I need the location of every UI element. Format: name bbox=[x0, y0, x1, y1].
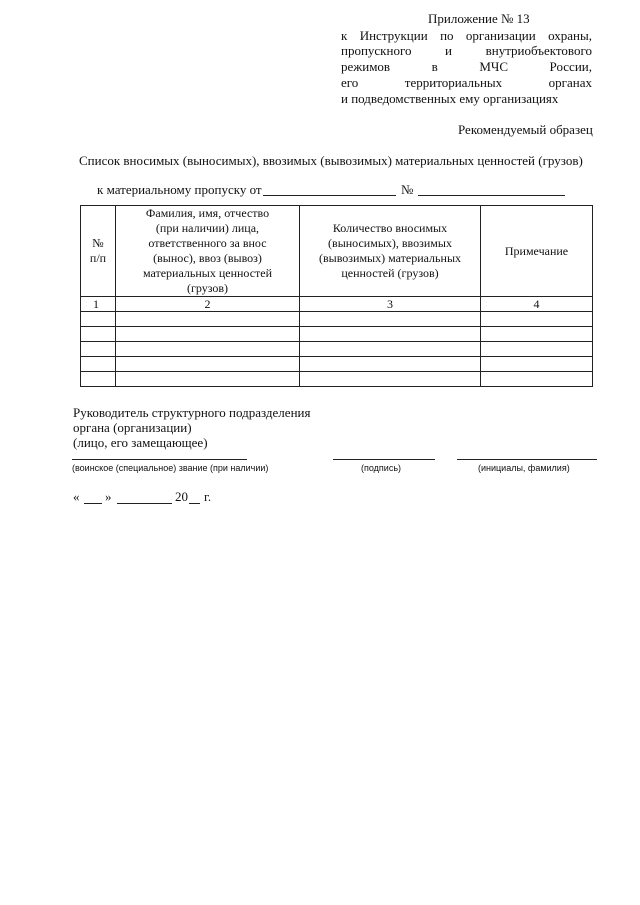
header-line-2 bbox=[341, 43, 592, 58]
header-text: (при наличии) лица, bbox=[155, 221, 260, 235]
pass-number-blank bbox=[418, 195, 565, 196]
table-cell[interactable] bbox=[116, 342, 300, 357]
table-row bbox=[81, 372, 593, 387]
header-text: Фамилия, имя, отчество bbox=[145, 206, 270, 220]
column-number: 3 bbox=[300, 297, 481, 312]
header-word: органах bbox=[548, 75, 592, 90]
name-caption: (инициалы, фамилия) bbox=[478, 463, 570, 473]
header-text: ответственного за внос bbox=[148, 236, 267, 250]
pass-prefix: к материальному пропуску от bbox=[97, 182, 262, 197]
table-cell[interactable] bbox=[116, 327, 300, 342]
table-cell[interactable] bbox=[300, 357, 481, 372]
table-cell[interactable] bbox=[81, 312, 116, 327]
table-row bbox=[81, 327, 593, 342]
rank-caption: (воинское (специальное) звание (при наличии) bbox=[72, 463, 269, 473]
pass-number-sign: № bbox=[401, 182, 414, 197]
header-text: (вынос), ввоз (вывоз) bbox=[153, 251, 262, 265]
header-text: Количество вносимых bbox=[332, 221, 448, 235]
table-cell[interactable] bbox=[481, 372, 593, 387]
column-number: 4 bbox=[481, 297, 593, 312]
table-row bbox=[81, 357, 593, 372]
date-close-quote: » bbox=[105, 489, 112, 504]
table-header-row bbox=[81, 206, 593, 297]
appendix-title: Приложение № 13 bbox=[428, 11, 530, 26]
signature-blank bbox=[333, 459, 435, 460]
header-word: территориальных bbox=[404, 75, 503, 90]
pass-date-blank bbox=[263, 195, 396, 196]
name-blank bbox=[457, 459, 597, 460]
header-text: ценностей (грузов) bbox=[341, 266, 439, 280]
signature-role-line: (лицо, его замещающее) bbox=[73, 435, 208, 450]
table-row bbox=[81, 312, 593, 327]
table-cell[interactable] bbox=[481, 342, 593, 357]
column-number-row bbox=[81, 297, 593, 312]
signature-caption: (подпись) bbox=[361, 463, 402, 473]
header-word: внутриобъектового bbox=[485, 43, 592, 58]
header-word: в bbox=[431, 59, 438, 74]
column-number: 1 bbox=[81, 297, 116, 312]
date-year-suffix: г. bbox=[204, 489, 212, 504]
header-cell-quantity bbox=[300, 206, 481, 297]
signature-role-line: органа (организации) bbox=[73, 420, 192, 435]
header-word: режимов bbox=[341, 59, 391, 74]
header-line-5: и подведомственных ему организациях bbox=[341, 91, 559, 106]
table-cell[interactable] bbox=[481, 312, 593, 327]
header-word: России, bbox=[549, 59, 592, 74]
table-cell[interactable] bbox=[481, 327, 593, 342]
sample-label: Рекомендуемый образец bbox=[458, 122, 593, 137]
header-cell-note bbox=[481, 206, 593, 297]
table-cell[interactable] bbox=[116, 357, 300, 372]
table-cell[interactable] bbox=[81, 327, 116, 342]
table-cell[interactable] bbox=[81, 357, 116, 372]
table-cell[interactable] bbox=[481, 357, 593, 372]
table-cell[interactable] bbox=[81, 342, 116, 357]
header-text: № bbox=[92, 236, 104, 250]
header-word: МЧС bbox=[479, 59, 508, 74]
header-line-1: к Инструкции по организации охраны, bbox=[341, 28, 592, 43]
signature-role-line: Руководитель структурного подразделения bbox=[73, 405, 311, 420]
table-cell[interactable] bbox=[300, 372, 481, 387]
header-text: п/п bbox=[89, 251, 107, 265]
date-year-prefix: 20 bbox=[175, 489, 188, 504]
materials-table bbox=[80, 205, 593, 387]
header-text: (грузов) bbox=[186, 281, 229, 295]
header-word: пропускного bbox=[341, 43, 412, 58]
date-year-blank bbox=[189, 503, 200, 504]
date-day-blank bbox=[84, 503, 102, 504]
table-row bbox=[81, 342, 593, 357]
table-cell[interactable] bbox=[116, 312, 300, 327]
table-cell[interactable] bbox=[116, 372, 300, 387]
header-line-4 bbox=[341, 75, 592, 90]
header-text: (выносимых), ввозимых bbox=[328, 236, 452, 250]
table-cell[interactable] bbox=[300, 312, 481, 327]
header-cell-person bbox=[116, 206, 300, 297]
header-word: его bbox=[341, 75, 359, 90]
header-cell-index bbox=[81, 206, 116, 297]
header-line-3 bbox=[341, 59, 592, 74]
table-cell[interactable] bbox=[300, 342, 481, 357]
date-month-blank bbox=[117, 503, 172, 504]
column-number: 2 bbox=[116, 297, 300, 312]
signature-role bbox=[73, 405, 310, 450]
table-cell[interactable] bbox=[81, 372, 116, 387]
header-text: материальных ценностей bbox=[142, 266, 273, 280]
header-word: и bbox=[445, 43, 453, 58]
header-text: Примечание bbox=[504, 243, 569, 258]
date-open-quote: « bbox=[73, 489, 80, 504]
header-text: (вывозимых) материальных bbox=[318, 251, 462, 265]
document-title: Список вносимых (выносимых), ввозимых (вывозимых) материальных ценностей (грузов) bbox=[79, 153, 583, 168]
table-cell[interactable] bbox=[300, 327, 481, 342]
rank-blank bbox=[72, 459, 247, 460]
